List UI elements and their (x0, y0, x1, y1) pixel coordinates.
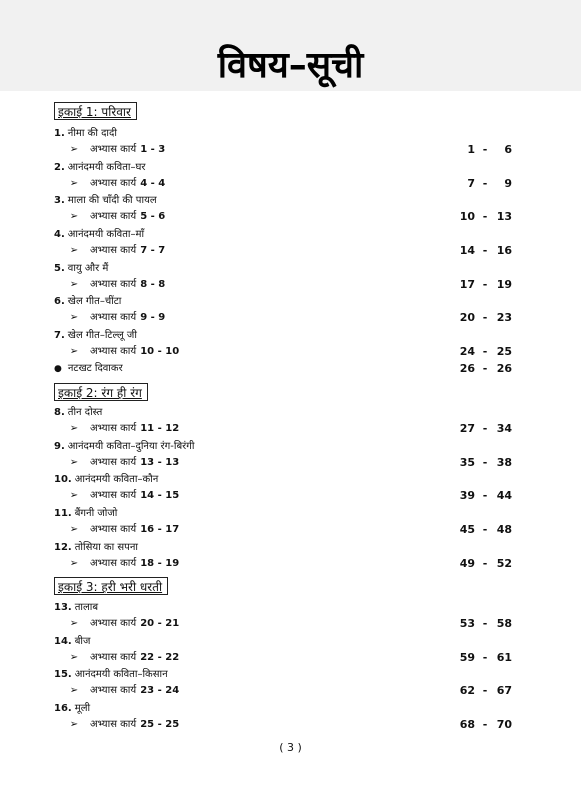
unit-heading-1 (54, 102, 137, 120)
chapter-title (54, 405, 102, 421)
chapter-number: 4. (54, 229, 65, 240)
page-from: 62 (459, 684, 475, 697)
page-from: 26 (459, 362, 475, 375)
page-from: 27 (459, 422, 475, 435)
extra-title: नटखट दिवाकर (67, 363, 123, 374)
arrow-icon: ➢ (69, 457, 79, 468)
arrow-icon: ➢ (69, 524, 79, 535)
practice-row (0, 683, 581, 699)
chapter-name: आनंदमयी कविता–किसान (74, 669, 168, 680)
chapter-name: खेल गीत–चींटा (67, 296, 122, 307)
arrow-icon: ➢ (69, 685, 79, 696)
unit-label: इकाई 3: हरी भरी धरती (58, 580, 163, 594)
page-to: 70 (496, 718, 512, 731)
practice-range: 8 - 8 (140, 279, 166, 290)
practice-row (0, 522, 581, 538)
chapter-number: 14. (54, 636, 72, 647)
page-dash: - (482, 617, 488, 630)
page-to: 34 (496, 422, 512, 435)
chapter-title (54, 667, 168, 683)
practice-row (0, 277, 581, 293)
page-to: 25 (496, 345, 512, 358)
chapter-name: बैंगनी जोजो (74, 508, 118, 519)
practice-row (0, 142, 581, 158)
chapter-name: आनंदमयी कविता–माँ (67, 229, 145, 240)
arrow-icon: ➢ (69, 279, 79, 290)
chapter-name: नीमा की दादी (67, 128, 117, 139)
chapter-title (54, 506, 117, 522)
page-to: 58 (496, 617, 512, 630)
chapter-title (54, 160, 146, 176)
practice-text: अभ्यास कार्य (90, 490, 137, 501)
chapter-title (54, 126, 117, 142)
chapter-name: मूली (74, 703, 91, 714)
practice-range: 25 - 25 (140, 719, 180, 730)
chapter-title (54, 634, 90, 650)
chapter-number: 12. (54, 542, 72, 553)
chapter-number: 6. (54, 296, 65, 307)
page-dash: - (482, 244, 488, 257)
practice-label (90, 616, 179, 632)
page-to: 26 (496, 362, 512, 375)
chapter-name: तोसिया का सपना (74, 542, 138, 553)
practice-range: 4 - 4 (140, 178, 166, 189)
chapter-name: खेल गीत–टिल्लू जी (67, 330, 137, 341)
practice-text: अभ्यास कार्य (90, 211, 137, 222)
chapter-title (54, 227, 144, 243)
page-dash: - (482, 177, 488, 190)
practice-label (90, 683, 179, 699)
chapter-name: आनंदमयी कविता–दुनिया रंग-बिरंगी (67, 441, 195, 452)
page-dash: - (482, 422, 488, 435)
chapter-number: 16. (54, 703, 72, 714)
practice-text: अभ्यास कार्य (90, 144, 137, 155)
practice-label (90, 243, 165, 259)
practice-row (0, 176, 581, 192)
chapter-title (54, 701, 90, 717)
arrow-icon: ➢ (69, 346, 79, 357)
page-title: विषय–सूची (217, 45, 364, 86)
practice-label (90, 277, 165, 293)
page-from: 39 (459, 489, 475, 502)
page-from: 1 (467, 143, 475, 156)
page-dash: - (482, 278, 488, 291)
page-dash: - (482, 311, 488, 324)
chapter-title (54, 261, 108, 277)
chapter-number: 10. (54, 474, 72, 485)
page-to: 48 (496, 523, 512, 536)
page-number: ( 3 ) (279, 741, 302, 754)
page-dash: - (482, 651, 488, 664)
practice-label (90, 142, 165, 158)
practice-label (90, 556, 179, 572)
page-to: 61 (496, 651, 512, 664)
practice-label (90, 650, 179, 666)
practice-text: अभ्यास कार्य (90, 245, 137, 256)
chapter-number: 8. (54, 407, 65, 418)
practice-text: अभ्यास कार्य (90, 178, 137, 189)
chapter-title (54, 600, 98, 616)
arrow-icon: ➢ (69, 719, 79, 730)
page-from: 20 (459, 311, 475, 324)
chapter-title (54, 540, 138, 556)
practice-range: 23 - 24 (140, 685, 180, 696)
page-from: 24 (459, 345, 475, 358)
chapter-number: 11. (54, 508, 72, 519)
arrow-icon: ➢ (69, 245, 79, 256)
chapter-number: 15. (54, 669, 72, 680)
page-to: 67 (496, 684, 512, 697)
chapter-name: माला की चाँदी की पायल (67, 195, 157, 206)
page-dash: - (482, 557, 488, 570)
unit-label: इकाई 1: परिवार (58, 105, 131, 119)
practice-row (0, 344, 581, 360)
page-from: 49 (459, 557, 475, 570)
chapter-name: बीज (74, 636, 91, 647)
unit-heading-2 (54, 383, 148, 401)
practice-label (90, 209, 165, 225)
arrow-icon: ➢ (69, 558, 79, 569)
unit-label: इकाई 2: रंग ही रंग (58, 386, 142, 400)
practice-label (90, 310, 165, 326)
arrow-icon: ➢ (69, 618, 79, 629)
page-from: 7 (467, 177, 475, 190)
practice-row (0, 488, 581, 504)
chapter-name: आनंदमयी कविता–घर (67, 162, 146, 173)
chapter-name: आनंदमयी कविता–कौन (74, 474, 159, 485)
page-from: 10 (459, 210, 475, 223)
page-dash: - (482, 523, 488, 536)
practice-range: 1 - 3 (140, 144, 166, 155)
practice-row (0, 209, 581, 225)
page-from: 53 (459, 617, 475, 630)
page-dash: - (482, 718, 488, 731)
chapter-number: 13. (54, 602, 72, 613)
extra-label (54, 361, 123, 377)
page-to: 6 (504, 143, 512, 156)
page-to: 44 (496, 489, 512, 502)
page-from: 14 (459, 244, 475, 257)
chapter-number: 2. (54, 162, 65, 173)
practice-row (0, 616, 581, 632)
chapter-name: वायु और मैं (67, 263, 109, 274)
chapter-title (54, 472, 158, 488)
practice-row (0, 650, 581, 666)
practice-label (90, 455, 179, 471)
chapter-name: तीन दोस्त (67, 407, 103, 418)
practice-range: 11 - 12 (140, 423, 180, 434)
practice-range: 22 - 22 (140, 652, 180, 663)
page-dash: - (482, 143, 488, 156)
chapter-name: तालाब (74, 602, 99, 613)
chapter-number: 1. (54, 128, 65, 139)
arrow-icon: ➢ (69, 423, 79, 434)
page-dash: - (482, 684, 488, 697)
chapter-title (54, 328, 137, 344)
page-from: 68 (459, 718, 475, 731)
arrow-icon: ➢ (69, 178, 79, 189)
arrow-icon: ➢ (69, 211, 79, 222)
arrow-icon: ➢ (69, 652, 79, 663)
practice-text: अभ्यास कार्य (90, 524, 137, 535)
page-dash: - (482, 489, 488, 502)
practice-label (90, 176, 165, 192)
practice-label (90, 488, 179, 504)
page-to: 13 (496, 210, 512, 223)
page-from: 17 (459, 278, 475, 291)
practice-row (0, 310, 581, 326)
chapter-number: 9. (54, 441, 65, 452)
practice-range: 7 - 7 (140, 245, 166, 256)
chapter-title (54, 294, 121, 310)
arrow-icon: ➢ (69, 144, 79, 155)
page-to: 23 (496, 311, 512, 324)
page-from: 59 (459, 651, 475, 664)
page-to: 16 (496, 244, 512, 257)
practice-text: अभ्यास कार्य (90, 652, 137, 663)
practice-text: अभ्यास कार्य (90, 685, 137, 696)
extra-row (0, 361, 581, 377)
chapter-number: 7. (54, 330, 65, 341)
page-dash: - (482, 345, 488, 358)
arrow-icon: ➢ (69, 490, 79, 501)
chapter-title (54, 193, 157, 209)
practice-row (0, 421, 581, 437)
page-from: 45 (459, 523, 475, 536)
page-dash: - (482, 456, 488, 469)
page-to: 38 (496, 456, 512, 469)
practice-range: 14 - 15 (140, 490, 180, 501)
chapter-number: 5. (54, 263, 65, 274)
practice-range: 18 - 19 (140, 558, 180, 569)
practice-row (0, 243, 581, 259)
chapter-title (54, 439, 194, 455)
practice-text: अभ्यास कार्य (90, 719, 137, 730)
practice-range: 10 - 10 (140, 346, 180, 357)
unit-heading-3 (54, 577, 168, 595)
practice-text: अभ्यास कार्य (90, 423, 137, 434)
practice-row (0, 556, 581, 572)
practice-range: 13 - 13 (140, 457, 180, 468)
practice-text: अभ्यास कार्य (90, 279, 137, 290)
practice-row (0, 455, 581, 471)
practice-text: अभ्यास कार्य (90, 558, 137, 569)
practice-range: 9 - 9 (140, 312, 166, 323)
page-dash: - (482, 210, 488, 223)
practice-label (90, 344, 179, 360)
practice-text: अभ्यास कार्य (90, 618, 137, 629)
practice-range: 20 - 21 (140, 618, 180, 629)
practice-text: अभ्यास कार्य (90, 457, 137, 468)
practice-range: 5 - 6 (140, 211, 166, 222)
practice-label (90, 421, 179, 437)
page-to: 9 (504, 177, 512, 190)
practice-row (0, 717, 581, 733)
practice-label (90, 717, 179, 733)
practice-text: अभ्यास कार्य (90, 312, 137, 323)
practice-range: 16 - 17 (140, 524, 180, 535)
practice-label (90, 522, 179, 538)
practice-text: अभ्यास कार्य (90, 346, 137, 357)
page-to: 52 (496, 557, 512, 570)
arrow-icon: ➢ (69, 312, 79, 323)
page-from: 35 (459, 456, 475, 469)
chapter-number: 3. (54, 195, 65, 206)
page-to: 19 (496, 278, 512, 291)
bullet-icon: ● (54, 364, 62, 374)
page-dash: - (482, 362, 488, 375)
